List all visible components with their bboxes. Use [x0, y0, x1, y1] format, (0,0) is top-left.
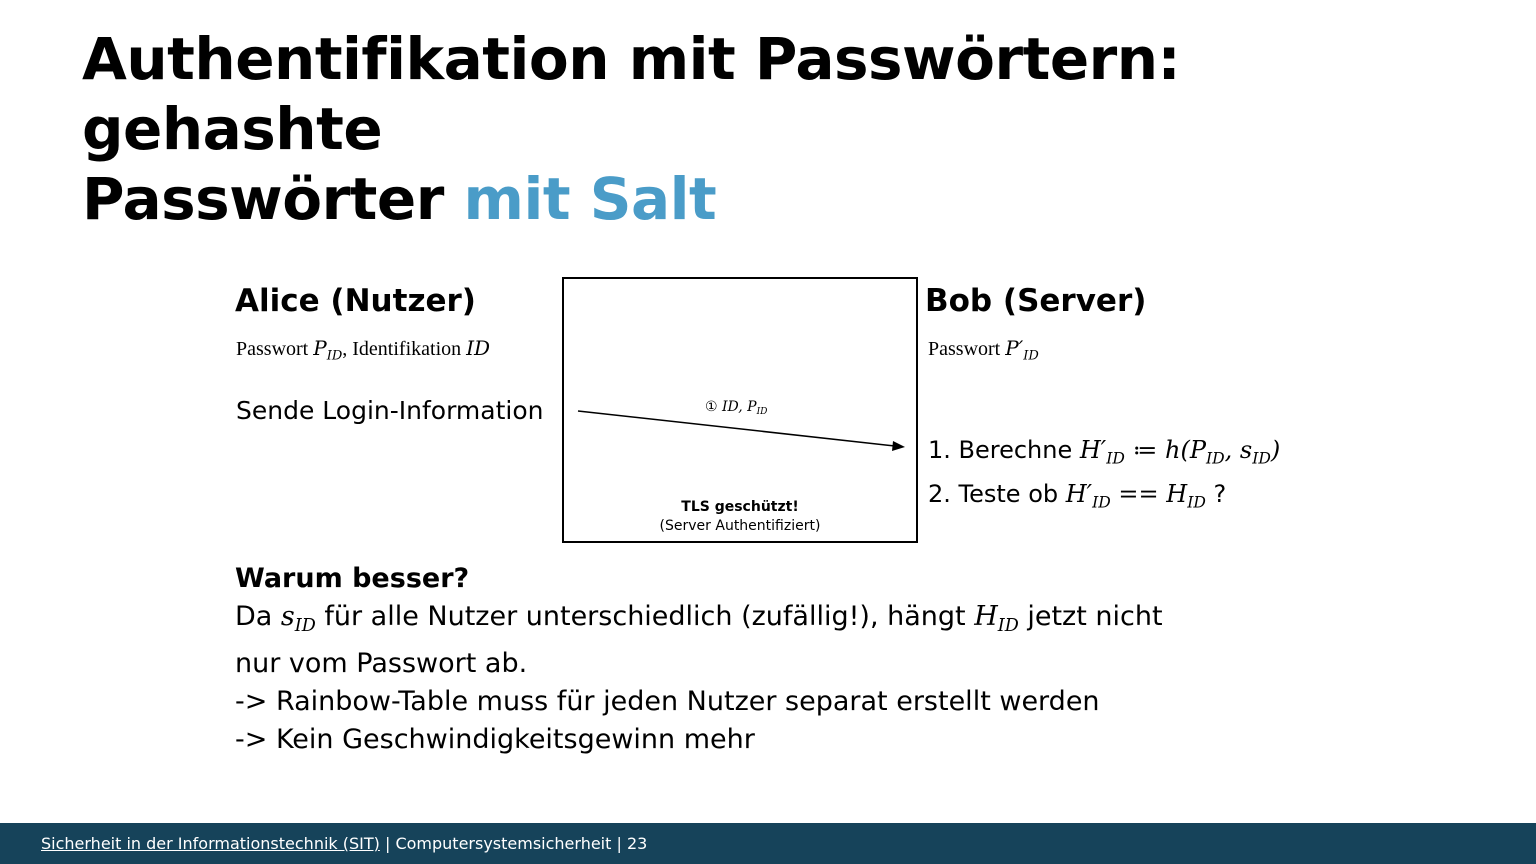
math-s: s: [280, 601, 295, 632]
explanation-line-4: -> Kein Geschwindigkeitsgewinn mehr: [235, 724, 755, 756]
explanation-line-3: -> Rainbow-Table muss für jeden Nutzer separat erstellt werden: [235, 686, 1100, 718]
math-h-prime: H′: [1079, 436, 1107, 464]
math-assign: ≔ h(: [1124, 436, 1190, 464]
title-line-2-plain: Passwörter: [82, 165, 464, 233]
math-h: H: [1166, 480, 1188, 509]
explanation-block: [235, 560, 1163, 759]
step-1-prefix: 1. Berechne: [928, 436, 1080, 464]
math-sub: ID: [294, 616, 316, 637]
bob-step-1: [928, 432, 1280, 476]
math-s: s: [1239, 436, 1253, 464]
math-p: P: [313, 336, 327, 360]
title-accent: mit Salt: [463, 165, 717, 233]
bob-credentials: [928, 336, 1039, 364]
explanation-line-1-c: jetzt nicht: [1018, 601, 1163, 632]
title-line-1: Authentifikation mit Passwörtern: gehashte: [82, 25, 1181, 163]
explanation-line-1: [235, 598, 1163, 645]
tls-protected-label: TLS geschützt!: [681, 499, 799, 515]
footer-bar: [0, 823, 1536, 864]
math-close: ): [1270, 436, 1281, 464]
bob-heading: Bob (Server): [925, 283, 1147, 319]
math-h: H: [974, 601, 998, 632]
bob-steps: [928, 432, 1280, 521]
alice-password-label: Passwort: [236, 338, 314, 360]
math-sub: ID: [1205, 449, 1225, 468]
footer-rest: | Computersystemsicherheit | 23: [379, 834, 648, 853]
bob-step-2: [928, 476, 1280, 520]
bob-password-label: Passwort: [928, 338, 1006, 360]
step-2-prefix: 2.: [928, 480, 959, 509]
explanation-line-2: nur vom Passwort ab.: [235, 648, 528, 680]
math-p-prime: P′: [1005, 336, 1024, 360]
alice-id-label: , Identifikation: [342, 338, 467, 360]
math-sub: ID: [1092, 493, 1111, 512]
footer-course-link[interactable]: Sicherheit in der Informationstechnik (SIT): [41, 834, 380, 853]
math-sub: ID: [326, 348, 343, 364]
math-sub: ID: [1106, 449, 1125, 468]
arrow-message: ID, P: [722, 399, 757, 415]
explanation-line-1-a: Da: [235, 601, 281, 632]
math-equals: ==: [1110, 480, 1167, 509]
math-sub: ID: [1252, 449, 1271, 468]
arrow-label: [705, 399, 767, 417]
alice-id-symbol: ID: [466, 336, 491, 360]
footer-text: [41, 834, 647, 853]
tls-server-auth-note: (Server Authentifiziert): [659, 518, 821, 534]
math-h-prime: H′: [1065, 480, 1093, 509]
step-2-suffix: ?: [1205, 480, 1227, 509]
explanation-heading: Warum besser?: [235, 563, 470, 594]
alice-heading: Alice (Nutzer): [235, 283, 476, 319]
step-marker: ①: [705, 399, 718, 415]
alice-action: Sende Login-Information: [236, 396, 544, 425]
math-sub: ID: [1187, 493, 1206, 512]
arrow-head: [892, 441, 905, 451]
math-sub: ID: [1023, 348, 1039, 364]
math-sub: ID: [997, 616, 1019, 637]
math-comma: ,: [1224, 436, 1240, 464]
step-2-text: Teste ob: [958, 480, 1066, 509]
explanation-line-1-b: für alle Nutzer unterschiedlich (zufällig!), hängt: [315, 601, 975, 632]
math-p: P: [1189, 436, 1206, 464]
arrow-message-sub: ID: [756, 407, 768, 418]
